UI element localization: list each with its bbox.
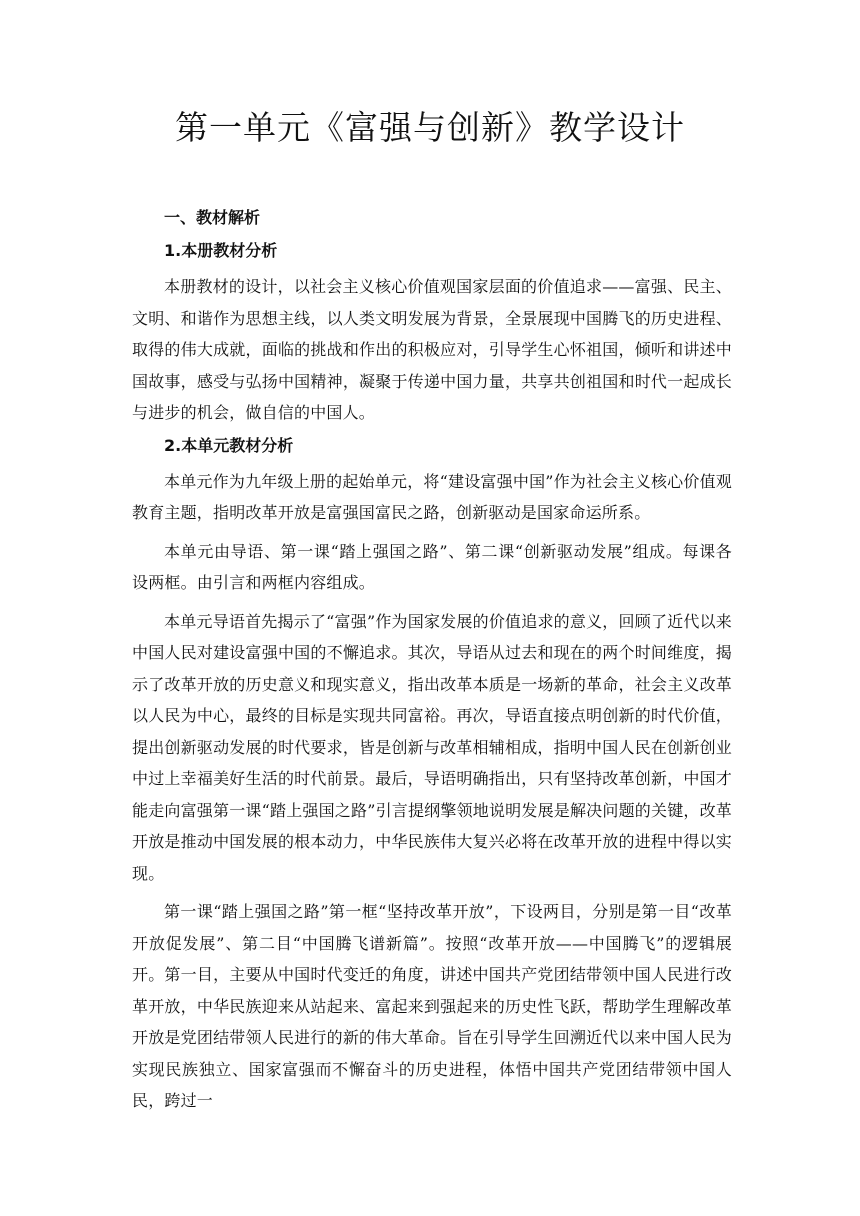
paragraph-unit-analysis-2: 本单元由导语、第一课“踏上强国之路”、第二课“创新驱动发展”组成。每课各设两框。由引言和两框内容组成。	[132, 541, 732, 592]
paragraph-unit-analysis-4: 第一课“踏上强国之路”第一框“坚持改革开放”，下设两目，分别是第一目“改革开放促发展”、第二目“中国腾飞谱新篇”。按照“改革开放——中国腾飞”的逻辑展开。第一目，主要从中国时代变迁的角度，讲述中国共产党团结带领中国人民进行改革开放，中华民族迎来从站起来、富起来到强起来的历史性飞跃，帮助学生理解改革开放是党团结带领人民进行的新的伟大革命。旨在引导学生回溯近代以来中国人民为实现民族独立、国家富强而不懈奋斗的历史进程，体悟中国共产党团结带领中国人民，跨过一	[132, 902, 732, 1110]
subheading-unit-analysis: 2.本单元教材分析	[164, 435, 294, 455]
subheading-volume-analysis: 1.本册教材分析	[164, 241, 278, 260]
paragraph-unit-analysis-1: 本单元作为九年级上册的起始单元，将“建设富强中国”作为社会主义核心价值观教育主题，指明改革开放是富强国富民之路，创新驱动是国家命运所系。	[132, 471, 732, 522]
document-body	[132, 206, 732, 1124]
paragraph-volume-analysis: 本册教材的设计，以社会主义核心价值观国家层面的价值追求——富强、民主、文明、和谐作为思想主线，以人类文明发展为背景，全景展现中国腾飞的历史进程、取得的伟大成就，面临的挑战和作出的积极应对，引导学生心怀祖国，倾听和讲述中国故事，感受与弘扬中国精神，凝聚于传递中国力量，共享共创祖国和时代一起成长与进步的机会，做自信的中国人。	[132, 277, 732, 422]
section-heading-textbook-analysis: 一、教材解析	[164, 208, 261, 227]
paragraph-unit-analysis-3: 本单元导语首先揭示了“富强”作为国家发展的价值追求的意义，回顾了近代以来中国人民对建设富强中国的不懈追求。其次，导语从过去和现在的两个时间维度，揭示了改革开放的历史意义和现实意义，指出改革本质是一场新的革命，社会主义改革以人民为中心，最终的目标是实现共同富裕。再次，导语直接点明创新的时代价值，提出创新驱动发展的时代要求，皆是创新与改革相辅相成，指明中国人民在创新创业中过上幸福美好生活的时代前景。最后，导语明确指出，只有坚持改革创新，中国才能走向富强第一课“踏上强国之路”引言提纲擎领地说明发展是解决问题的关键，改革开放是推动中国发展的根本动力，中华民族伟大复兴必将在改革开放的进程中得以实现。	[132, 611, 732, 883]
document-title: 第一单元《富强与创新》教学设计	[175, 108, 685, 147]
